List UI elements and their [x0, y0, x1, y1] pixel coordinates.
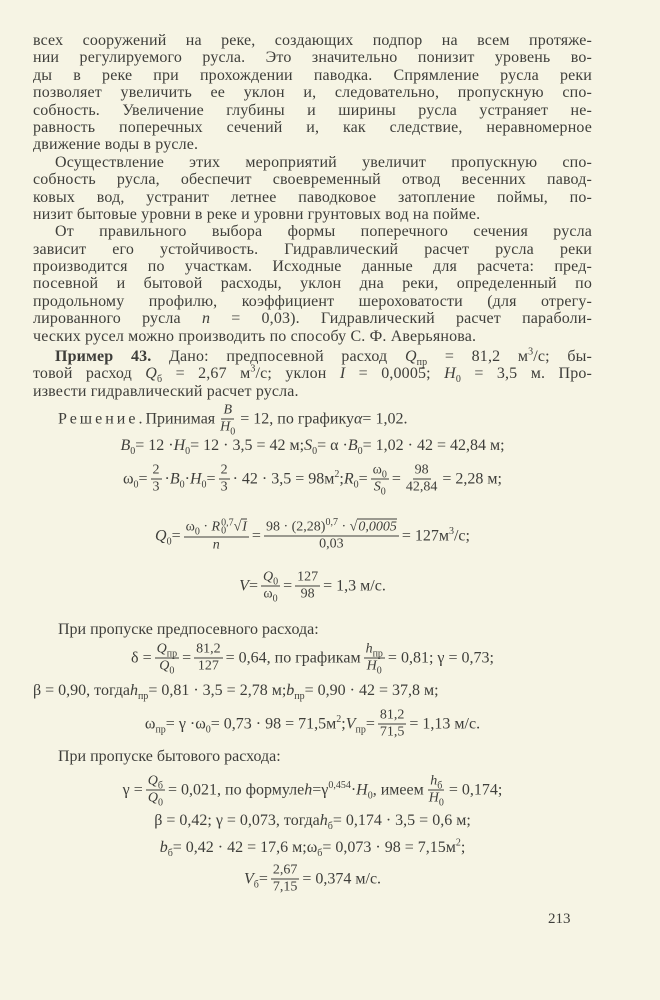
- subscript: б: [157, 780, 163, 792]
- sub-sup: [221, 517, 234, 537]
- formula-gamma: γ = $\frac{Q_б}{Q_0}$ = 0,021, по формуле h = $\gamma^{0,454}$ · $H_0$ , имеем $\frac{h_б}{H_0}$ = 0,174;: [122, 773, 503, 809]
- variable-symbol: Q: [147, 790, 158, 806]
- paragraph: [33, 348, 592, 400]
- subscript: 0: [221, 525, 227, 537]
- text-line: нии регулируемого русла. Это значительно понизит уровень во-: [33, 49, 592, 67]
- text-line: Осуществление этих мероприятий увеличит пропускную спо-: [55, 153, 592, 171]
- numerator: [155, 643, 179, 659]
- superscript: 0,454: [328, 779, 351, 791]
- variable-symbol: H: [366, 658, 377, 674]
- math-variable: [239, 577, 249, 595]
- variable-symbol: H: [220, 419, 231, 435]
- math-variable: [286, 682, 305, 703]
- example-label: Пример 43.: [55, 348, 152, 366]
- math-variable: [189, 470, 207, 491]
- formula-beta-pr: β = 0,90, тогда $h_{пр}$ = 0,81 · 3,5 = 2,78 м; $b_{пр}$ = 0,90 · 42 = 37,8 м;: [33, 682, 439, 703]
- subscript: пр: [137, 691, 149, 703]
- variable-symbol: h: [304, 781, 313, 798]
- variable-symbol: S: [373, 479, 381, 495]
- solution-label: Решение.: [58, 410, 146, 427]
- paragraph: [33, 32, 592, 154]
- variable-symbol: B: [347, 437, 358, 454]
- variable-symbol: H: [444, 365, 456, 383]
- variable-symbol: Q: [156, 641, 167, 657]
- variable-symbol: V: [239, 577, 249, 594]
- variable-symbol: Q: [145, 365, 157, 383]
- text-line: извести гидравлический расчет русла.: [33, 382, 299, 400]
- subscript: 0: [376, 665, 382, 677]
- math-variable: [428, 790, 444, 809]
- math-variable: [147, 790, 163, 809]
- fraction: [194, 643, 223, 674]
- formula-v-b: $V_б$ = $\frac{2,67}{7,15}$ = 0,374 м/с.: [243, 862, 382, 895]
- subscript: 0: [455, 374, 461, 386]
- math-variable: [444, 365, 461, 386]
- radical-sign: √: [349, 519, 358, 535]
- variable-symbol: H: [428, 790, 439, 806]
- variable-symbol: h: [365, 641, 373, 657]
- numerator: [146, 775, 165, 791]
- subscript: пр: [355, 724, 366, 736]
- math-symbol: [240, 365, 255, 382]
- symbol-text: (2,28): [291, 519, 326, 535]
- numerator: [364, 643, 385, 659]
- text-line: равность поперечных сечений и, как следствие, неравномерное: [33, 118, 592, 136]
- fraction: [151, 464, 162, 495]
- variable-symbol: b: [159, 839, 168, 856]
- math-variable: [304, 437, 318, 458]
- text-line: Пример 43. Дано: предпосевной расход $Q_{пр} = 81,2$ $м^3/с$; бы-: [55, 346, 592, 369]
- subscript: 0: [380, 486, 386, 498]
- math-variable: [120, 437, 136, 458]
- variable-symbol: Q: [155, 527, 167, 544]
- subscript: б: [167, 848, 173, 860]
- symbol-text: ω: [306, 839, 318, 856]
- text-line: движение воды в русле.: [33, 136, 199, 154]
- fraction: [404, 464, 440, 495]
- subscript: пр: [155, 724, 166, 736]
- fraction: [155, 641, 179, 677]
- text-line: производится по участкам. Исходные данные для расчета: пред-: [33, 258, 592, 276]
- variable-symbol: Q: [147, 773, 158, 789]
- superscript: 3: [448, 525, 454, 537]
- variable-symbol: B: [223, 402, 232, 418]
- subscript: пр: [372, 648, 383, 660]
- page-number: 213: [548, 911, 571, 927]
- variable-symbol: H: [173, 437, 186, 454]
- numerator: $98 \cdot (2,28)^{0,7} \cdot √0,0005$: [265, 516, 397, 535]
- variable-symbol: h: [319, 812, 328, 829]
- math-symbol: [291, 516, 338, 535]
- superscript: 3: [250, 364, 256, 376]
- math-variable: [340, 365, 345, 382]
- math-symbol: [324, 470, 339, 488]
- math-variable: [173, 437, 191, 458]
- denominator: 3: [220, 479, 228, 495]
- symbol-text: ω: [263, 586, 273, 602]
- numerator: 81,2: [379, 707, 405, 723]
- variable-symbol: Q: [262, 569, 274, 585]
- subscript: 0: [230, 426, 236, 438]
- radical-sign: √: [233, 519, 242, 535]
- text-line: собность русла, обеспечит своевременный отвод весенних павод-: [33, 171, 592, 189]
- subscript: 0: [273, 576, 279, 588]
- variable-symbol: R: [211, 519, 221, 535]
- superscript: 2: [455, 837, 461, 849]
- math-variable: [354, 410, 362, 428]
- math-symbol: [372, 462, 387, 481]
- denominator: 3: [152, 479, 160, 495]
- variable-symbol: B: [169, 470, 180, 487]
- numerator: [261, 571, 280, 587]
- denominator: [146, 790, 165, 809]
- math-variable: [243, 870, 259, 891]
- denominator: 71,5: [379, 724, 405, 740]
- math-symbol: [263, 586, 278, 605]
- math-symbol: [306, 839, 323, 860]
- denominator: [261, 586, 279, 605]
- square-root: [234, 519, 247, 535]
- symbol-text: ω: [372, 462, 382, 478]
- symbol-text: ω: [122, 470, 134, 487]
- math-symbol: [144, 715, 166, 736]
- fraction: [295, 571, 320, 602]
- subscript: 0: [157, 797, 163, 809]
- subscript: б: [437, 780, 443, 792]
- text-line: лированного русла n = 0,03). Гидравлический расчет параболи-: [33, 310, 592, 328]
- text-line: ческих русел можно производить по способу С. Ф. Аверьянова.: [33, 327, 477, 345]
- math-symbol: [446, 839, 461, 857]
- denominator: [372, 479, 388, 498]
- superscript: 0,7: [221, 517, 234, 529]
- subscript: 0: [381, 469, 387, 481]
- numerator: $\omega_0 \cdot R$ 0,7 0 √I: [185, 517, 247, 538]
- subscript: 0: [133, 479, 139, 491]
- variable-symbol: b: [286, 682, 295, 699]
- variable-symbol: I: [339, 365, 346, 383]
- fraction: [271, 864, 300, 895]
- symbol-text: м: [517, 348, 529, 366]
- variable-symbol: Q: [159, 658, 170, 674]
- text-line: От правильного выбора формы поперечного сечения русла: [55, 223, 592, 241]
- math-variable: [159, 839, 173, 860]
- text-line: продольному профилю, коэффициент шероховатости (для отрегу-: [33, 292, 592, 310]
- math-variable: [365, 641, 383, 660]
- math-variable: [345, 715, 366, 736]
- symbol-text: м: [240, 365, 251, 383]
- fraction: [378, 709, 407, 740]
- math-symbol: [326, 715, 341, 733]
- math-variable: [430, 773, 443, 792]
- text-line: посевной и бытовой расходы, уклон дна реки, определенный по: [33, 275, 592, 293]
- denominator: [218, 419, 237, 438]
- text-line: ковых вод, устранит летнее паводковое затопление поймы, по-: [33, 188, 592, 206]
- variable-symbol: h: [430, 773, 438, 789]
- subscript: 0: [357, 446, 363, 458]
- subscript: 0: [353, 479, 359, 491]
- variable-symbol: S: [304, 437, 313, 454]
- fraction: [219, 464, 230, 495]
- subscript: 0: [272, 593, 278, 605]
- subscript: 0: [367, 790, 373, 802]
- subscript: 0: [312, 446, 318, 458]
- formula-q0: $Q_0$ = $\omega_0 \cdot R$ 0,7 0 √I n = $\frac{98 \cdot (2,28)^{0,7} \cdot √0,0005}{0,03}$ = 127 $м^3$ /с;: [155, 516, 470, 553]
- denominator: [427, 790, 446, 809]
- denominator: 127: [197, 658, 219, 674]
- subscript: б: [156, 374, 163, 386]
- variable-symbol: H: [189, 470, 202, 487]
- superscript: 2: [336, 713, 342, 725]
- math-variable: [223, 403, 232, 418]
- variable-symbol: R: [343, 470, 354, 487]
- math-variable: [356, 781, 373, 802]
- superscript: 3: [528, 346, 534, 358]
- math-symbol: [321, 781, 351, 799]
- formula-b-b: $b_б$ = 0,42 · 42 = 17,6 м; $\omega_б$ = 0,073 · 98 = 7,15 $м^2$ ;: [159, 837, 466, 860]
- math-symbol: [439, 527, 454, 545]
- variable-symbol: Q: [404, 348, 417, 366]
- formula-omega-pr: $\omega_{пр}$ = γ · $\omega_0$ = 0,73 · 98 = 71,5 $м^2$ ; $V_{пр}$ = $\frac{81,2}{71,5}$ = 1,13 м/с.: [144, 707, 481, 740]
- subscript: б: [317, 848, 323, 860]
- fraction: [264, 516, 399, 552]
- denominator: [157, 658, 176, 677]
- numerator: [371, 464, 389, 480]
- numerator: 2,67: [272, 862, 298, 878]
- subscript: 0: [438, 797, 444, 809]
- numerator: 2: [152, 462, 160, 478]
- heading-bytovoy: При пропуске бытового расхода:: [58, 748, 281, 765]
- subscript: б: [253, 879, 259, 891]
- math-symbol: [518, 348, 533, 365]
- math-variable: [202, 310, 210, 327]
- text-line: зависит его устойчивость. Гидравлический расчет русла реки: [33, 240, 592, 258]
- math-variable: [347, 437, 363, 458]
- math-variable: [129, 682, 149, 703]
- superscript: 2: [334, 468, 340, 480]
- formula-solution: Решение. Принимая $\frac{B}{H_0}$ = 12, по графику α = 1,02.: [58, 402, 408, 438]
- text-line: всех сооружений на реке, создающих подпор на всем протяже-: [33, 32, 592, 49]
- paragraph: [33, 154, 592, 224]
- math-variable: [145, 365, 163, 386]
- formula-beta-b: β = 0,42; γ = 0,073, тогда $h_б$ = 0,174 · 3,5 = 0,6 м;: [154, 812, 471, 833]
- math-variable: [213, 538, 220, 553]
- variable-symbol: h: [129, 682, 138, 699]
- variable-symbol: α: [354, 410, 363, 427]
- denominator: [211, 538, 222, 553]
- subscript: 0: [185, 446, 191, 458]
- text-line: товой расход $Q_б = 2,67$ $м^3/с$; уклон I = 0,0005; $H_0 = 3,5$ м. Про-: [33, 364, 592, 386]
- math-variable: [156, 641, 178, 660]
- math-variable: [373, 479, 386, 498]
- fraction: [364, 641, 385, 677]
- symbol-text: м: [324, 470, 335, 487]
- math-variable: [220, 419, 236, 438]
- denominator: 42,84: [405, 479, 438, 495]
- numerator: [221, 404, 234, 420]
- text-line: низит бытовые уровни в реке и уровни грунтовых вод на пойме.: [33, 205, 481, 223]
- subscript: 0: [194, 526, 200, 538]
- superscript: 0,7: [325, 516, 338, 528]
- radicand: I: [242, 519, 247, 535]
- math-variable: [155, 527, 172, 548]
- math-variable: [366, 658, 382, 677]
- math-variable: [147, 773, 163, 792]
- symbol-text: ω: [144, 715, 156, 732]
- subscript: 0: [201, 479, 207, 491]
- fraction: [146, 773, 165, 809]
- numerator: 127: [297, 569, 319, 585]
- symbol-text: ω: [195, 715, 206, 732]
- variable-symbol: n: [212, 537, 220, 553]
- symbol-text: м: [326, 715, 337, 732]
- formula-delta: δ = $\frac{Q_{пр}}{Q_0}$ = $\frac{81,2}{127}$ = 0,64, по графикам $\frac{h_{пр}}{H_0}$ = 0,81; γ = 0,73;: [131, 641, 494, 677]
- denominator: 0,03: [319, 536, 344, 552]
- subscript: 0: [169, 665, 175, 677]
- math-variable: [343, 470, 359, 491]
- square-root: [350, 519, 397, 535]
- text-line: ды в реке при прохождении паводка. Спрямление русла реки: [33, 66, 592, 84]
- denominator: [365, 658, 384, 677]
- math-variable: [404, 348, 428, 369]
- fraction: [218, 402, 237, 438]
- numerator: 98: [414, 462, 429, 478]
- variable-symbol: n: [201, 310, 211, 328]
- symbol-text: м: [445, 839, 456, 856]
- body-text: [33, 32, 592, 400]
- symbol-text: ω: [185, 519, 195, 535]
- fraction: [427, 773, 446, 809]
- numerator: 2: [220, 462, 228, 478]
- math-symbol: [185, 519, 200, 538]
- fraction: [261, 569, 280, 605]
- text-line: собность. Увеличение глубины и ширины русла устраняет не-: [33, 101, 592, 119]
- math-variable: [304, 781, 312, 799]
- formula-v: V = $\frac{Q_0}{\omega_0}$ = $\frac{127}{98}$ = 1,3 м/с.: [239, 569, 386, 605]
- math-variable: [262, 569, 279, 588]
- denominator: 98: [300, 586, 315, 602]
- subscript: 0: [205, 724, 211, 736]
- subscript: б: [327, 821, 333, 833]
- math-variable: [159, 658, 175, 677]
- subscript: 0: [179, 479, 185, 491]
- math-variable: [211, 517, 234, 537]
- numerator: [428, 775, 444, 791]
- variable-symbol: B: [120, 437, 131, 454]
- paragraph: [33, 223, 592, 345]
- heading-predposevnoy: При пропуске предпосевного расхода:: [58, 621, 319, 638]
- variable-symbol: V: [243, 870, 254, 887]
- denominator: 7,15: [272, 879, 298, 895]
- subscript: пр: [416, 357, 428, 369]
- variable-symbol: H: [356, 781, 368, 798]
- math-symbol: [122, 470, 139, 491]
- formula-b0: $B_0$ = 12 · $H_0$ = 12 · 3,5 = 42 м; $S_0$ = α · $B_0$ = 1,02 · 42 = 42,84 м;: [120, 437, 505, 458]
- variable-symbol: V: [345, 715, 356, 732]
- symbol-text: м: [438, 527, 449, 544]
- subscript: 0: [130, 446, 136, 458]
- subscript: пр: [294, 691, 305, 703]
- fraction: [371, 462, 389, 498]
- subscript: 0: [166, 536, 172, 548]
- text-line: позволяет увеличить ее уклон и, следовательно, пропускную спо-: [33, 84, 592, 102]
- numerator: 81,2: [196, 641, 221, 657]
- radicand: 0,0005: [358, 519, 397, 535]
- math-variable: [319, 812, 333, 833]
- subscript: пр: [166, 648, 178, 660]
- math-symbol: [195, 715, 211, 736]
- symbol-text: γ: [321, 781, 329, 798]
- formula-omega0: $\omega_0$ = $\frac{2}{3}$ · $B_0$ · $H_0$ = $\frac{2}{3}$ · 42 · 3,5 = 98 $м^2$ ; $R_0$ = $\frac{\omega_0}{S_0}$ = $\frac{98}{42,84}$ = 2,28 м;: [122, 462, 502, 498]
- math-variable: [169, 470, 185, 491]
- fraction: [184, 517, 249, 553]
